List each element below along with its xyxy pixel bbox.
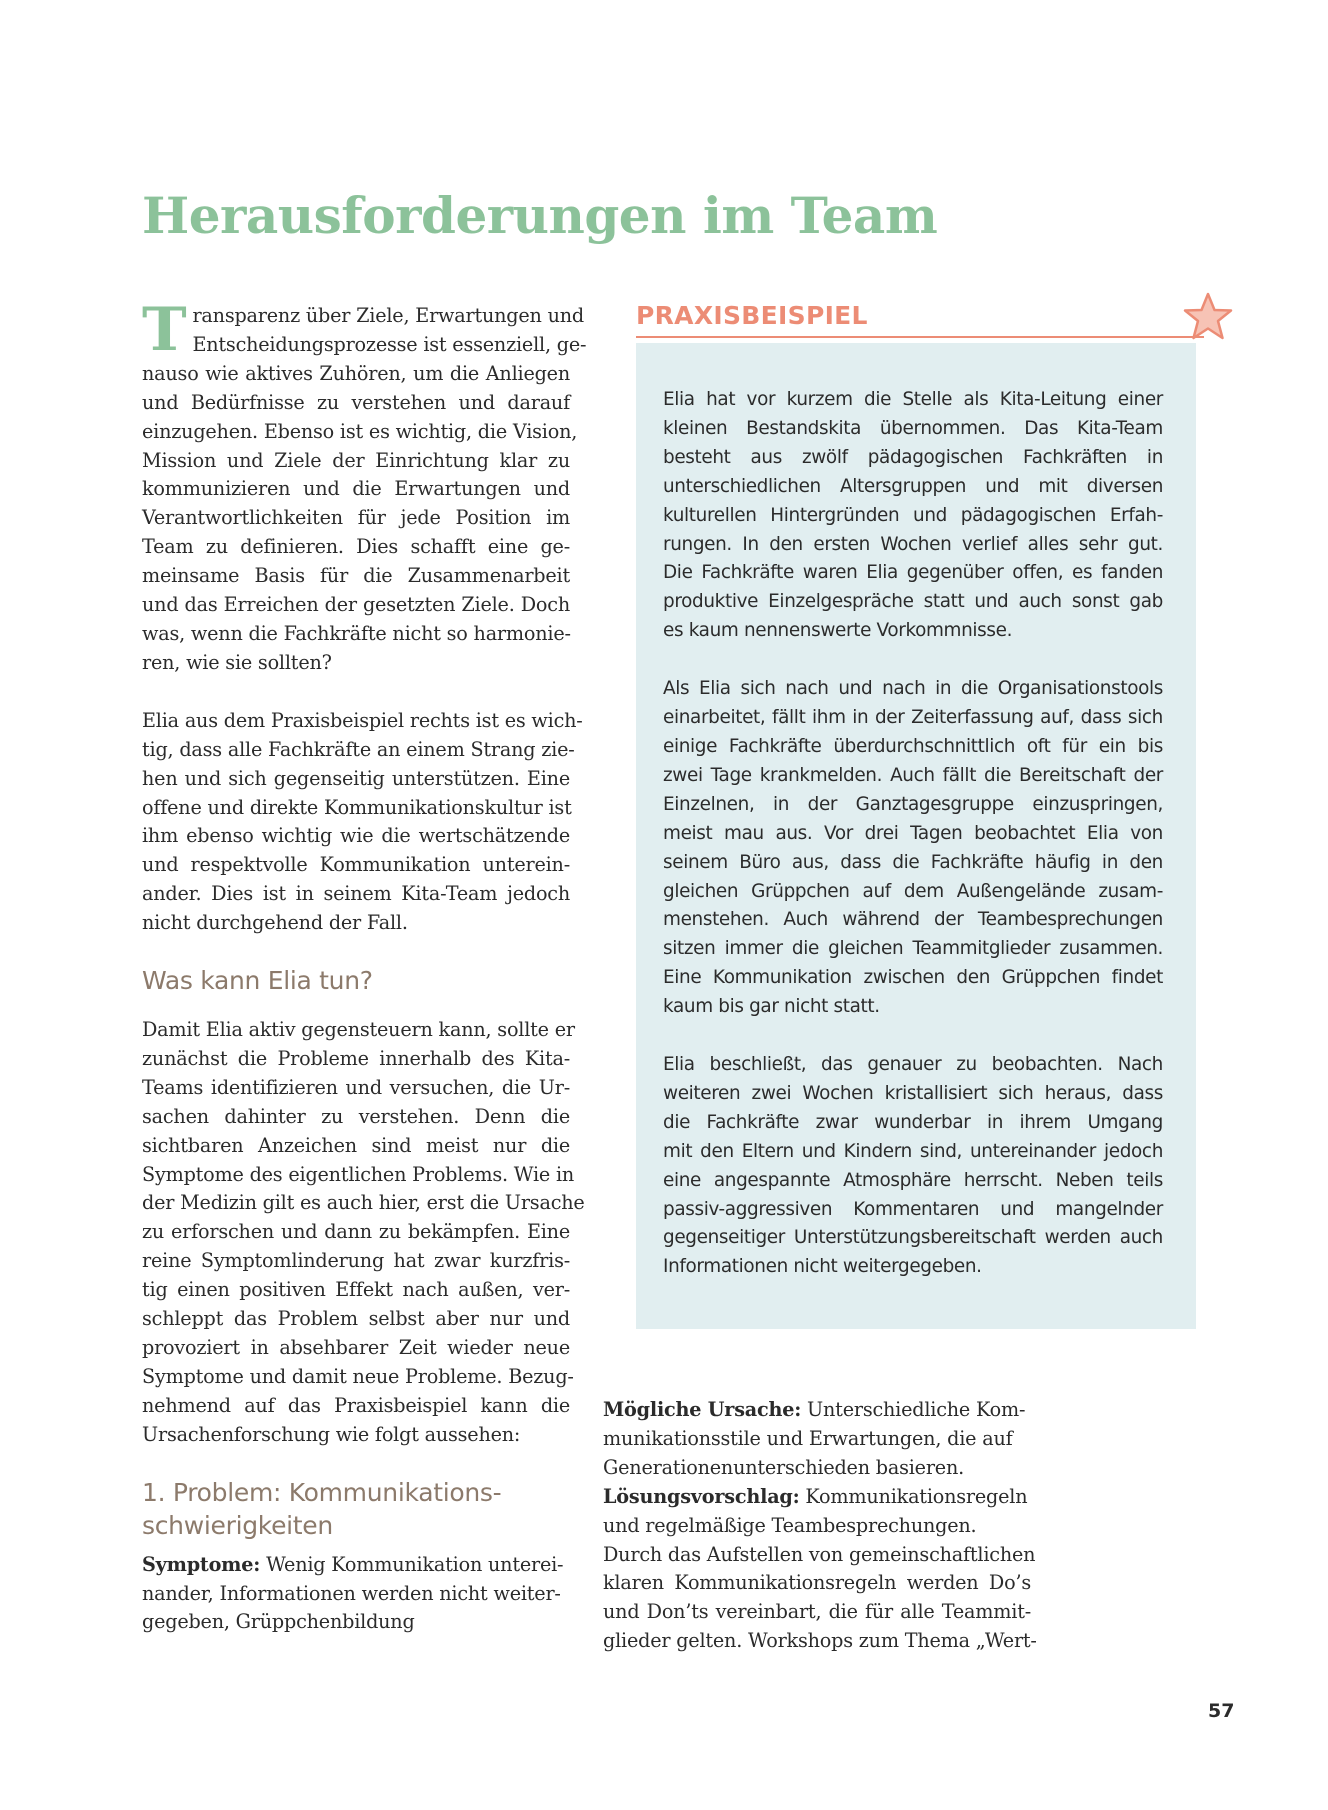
text-line: was, wenn die Fachkräfte nicht so harmonie- bbox=[142, 621, 571, 645]
text-line: und Bedürfnisse zu verstehen und darauf bbox=[142, 390, 570, 414]
ursache-line2: munikationsstile und Erwartungen, die auf bbox=[603, 1426, 1013, 1450]
elia-paragraph bbox=[142, 707, 583, 938]
text-line: klaren Kommunikationsregeln werden Do’s bbox=[603, 1571, 1031, 1595]
drop-cap: T bbox=[142, 295, 187, 365]
praxis-paragraph-2 bbox=[663, 675, 1163, 1022]
text-line: Symptome des eigentlichen Problems. Wie in bbox=[142, 1162, 575, 1186]
text-line: ren, wie sie sollten? bbox=[142, 650, 332, 674]
text-line: einarbeitet, fällt ihm in der Zeiterfassung auf, dass sich bbox=[663, 707, 1163, 729]
text-line: mit den Eltern und Kindern sind, untereinander jedoch bbox=[663, 1140, 1163, 1162]
page-number: 57 bbox=[1208, 1700, 1235, 1722]
text-line: zunächst die Probleme innerhalb des Kita- bbox=[142, 1046, 570, 1070]
text-line: meist mau aus. Vor drei Tagen beobachtet Elia von bbox=[663, 822, 1163, 844]
text-line: weiteren zwei Wochen kristallisiert sich heraus, dass bbox=[663, 1082, 1163, 1104]
praxis-paragraph-3 bbox=[663, 1051, 1163, 1282]
text-line: und respektvolle Kommunikation unterein- bbox=[142, 853, 570, 877]
text-line: reine Symptomlinderung hat zwar kurzfris- bbox=[142, 1249, 570, 1273]
text-line: zwei Tage krankmelden. Auch fällt die Bereitschaft der bbox=[663, 764, 1163, 786]
text-line: nicht durchgehend der Fall. bbox=[142, 911, 408, 935]
text-line: ihm ebenso wichtig wie die wertschätzende bbox=[142, 824, 570, 848]
text-line: Einzelnen, in der Ganztagesgruppe einzuspringen, bbox=[663, 793, 1163, 815]
text-line: besteht aus zwölf pädagogischen Fachkräften in bbox=[663, 446, 1163, 468]
text-line: Durch das Aufstellen von gemeinschaftlichen bbox=[603, 1542, 1036, 1566]
heading-problem-kommunikation bbox=[142, 1476, 570, 1542]
page-title: Herausforderungen im Team bbox=[142, 186, 938, 245]
loesung-line1: Kommunikationsregeln bbox=[799, 1484, 1028, 1508]
symptome-label: Symptome: bbox=[142, 1552, 261, 1576]
symptome-line3: gegeben, Grüppchenbildung bbox=[142, 1610, 415, 1634]
text-line: Eine Kommunikation zwischen den Grüppchen findet bbox=[663, 967, 1163, 989]
text-line: passiv-aggressiven Kommentaren und mangelnder bbox=[663, 1198, 1163, 1220]
text-line: hen und sich gegenseitig unterstützen. Eine bbox=[142, 766, 570, 790]
loesung-label: Lösungsvorschlag: bbox=[603, 1484, 800, 1508]
star-icon bbox=[1180, 290, 1236, 344]
text-line: gegenseitiger Unterstützungsbereitschaft werden auch bbox=[663, 1227, 1163, 1249]
text-line: Ursachenforschung wie folgt aussehen: bbox=[142, 1422, 521, 1446]
symptome-paragraph bbox=[142, 1551, 570, 1638]
text-line: tig, dass alle Fachkräfte an einem Strang zie- bbox=[142, 737, 575, 761]
intro-lines bbox=[142, 295, 587, 678]
text-line: Verantwortlichkeiten für jede Position im bbox=[142, 506, 570, 530]
text-line: Symptome und damit neue Probleme. Bezug- bbox=[142, 1364, 574, 1388]
praxis-content bbox=[663, 386, 1163, 1282]
text-line: einige Fachkräfte überdurchschnittlich oft für ein bis bbox=[663, 735, 1163, 757]
text-line: Mission und Ziele der Einrichtung klar zu bbox=[142, 448, 570, 472]
text-line: ransparenz über Ziele, Erwartungen und bbox=[192, 304, 584, 327]
text-line: einzugehen. Ebenso ist es wichtig, die Vision, bbox=[142, 419, 578, 443]
text-line: kleinen Bestandskita übernommen. Das Kita-Team bbox=[663, 417, 1163, 439]
text-line: seinem Büro aus, dass die Fachkräfte häufig in den bbox=[663, 851, 1163, 873]
ursache-line1: Unterschiedliche Kom- bbox=[801, 1398, 1026, 1421]
text-line: Entscheidungsprozesse ist essenziell, ge- bbox=[192, 332, 587, 356]
text-line: gleichen Grüppchen auf dem Außengelände zusam- bbox=[663, 880, 1163, 902]
text-line: kommunizieren und die Erwartungen und bbox=[142, 477, 570, 501]
text-line: Damit Elia aktiv gegensteuern kann, sollte er bbox=[142, 1018, 575, 1042]
text-line: produktive Einzelgespräche statt und auch sonst gab bbox=[663, 591, 1163, 613]
praxis-paragraph-1 bbox=[663, 386, 1163, 646]
text-line: der Medizin gilt es auch hier, erst die Ursache bbox=[142, 1191, 585, 1215]
heading-problem-line2: schwierigkeiten bbox=[142, 1510, 333, 1540]
text-line: tig einen positiven Effekt nach außen, ver- bbox=[142, 1278, 570, 1302]
praxis-header bbox=[636, 298, 1196, 338]
text-line: glieder gelten. Workshops zum Thema „Wert- bbox=[603, 1629, 1037, 1653]
text-line: Elia beschließt, das genauer zu beobachten. Nach bbox=[663, 1054, 1163, 1076]
praxis-box bbox=[636, 343, 1196, 1329]
text-line: Als Elia sich nach und nach in die Organisationstools bbox=[663, 678, 1163, 700]
text-line: sitzen immer die gleichen Teammitglieder zusammen. bbox=[663, 938, 1163, 960]
heading-was-kann-elia-tun: Was kann Elia tun? bbox=[142, 966, 373, 996]
gegensteuern-paragraph bbox=[142, 1016, 585, 1450]
text-line: ander. Dies ist in seinem Kita-Team jedoch bbox=[142, 882, 570, 906]
text-line: nauso wie aktives Zuhören, um die Anliegen bbox=[142, 361, 570, 385]
text-line: offene und direkte Kommunikationskultur ist bbox=[142, 795, 572, 819]
text-line: rungen. In den ersten Wochen verlief alles sehr gut. bbox=[663, 533, 1163, 555]
text-line: kulturellen Hintergründen und pädagogischen Erfah- bbox=[663, 504, 1163, 526]
text-line: und das Erreichen der gesetzten Ziele. Doch bbox=[142, 593, 570, 617]
text-line: sachen dahinter zu verstehen. Denn die bbox=[142, 1104, 570, 1128]
heading-problem-line1: 1. Problem: Kommunikations- bbox=[142, 1477, 502, 1507]
text-line: Team zu definieren. Dies schafft eine ge- bbox=[142, 535, 570, 559]
text-line: kaum bis gar nicht statt. bbox=[663, 996, 880, 1018]
text-line: Informationen nicht weitergegeben. bbox=[663, 1256, 982, 1278]
text-line: provoziert in absehbarer Zeit wieder neue bbox=[142, 1336, 570, 1359]
intro-paragraph bbox=[142, 295, 587, 678]
text-line: nehmend auf das Praxisbeispiel kann die bbox=[142, 1393, 570, 1417]
text-line: eine angespannte Atmosphäre herrscht. Neben teils bbox=[663, 1169, 1163, 1191]
symptome-line1: Wenig Kommunikation unterei- bbox=[260, 1552, 564, 1576]
symptome-line2: nander, Informationen werden nicht weiter- bbox=[142, 1581, 561, 1605]
left-column bbox=[142, 295, 587, 1637]
text-line: zu erforschen und dann zu bekämpfen. Eine bbox=[142, 1220, 570, 1244]
text-line: Die Fachkräfte waren Elia gegenüber offen, es fanden bbox=[663, 562, 1163, 584]
text-line: unterschiedlichen Altersgruppen und mit diversen bbox=[663, 475, 1163, 497]
text-line: menstehen. Auch während der Teambesprechungen bbox=[663, 909, 1163, 931]
ursache-line3: Generationenunterschieden basieren. bbox=[603, 1455, 965, 1479]
text-line: Elia aus dem Praxisbeispiel rechts ist es wich- bbox=[142, 708, 583, 732]
text-line: Teams identifizieren und versuchen, die Ur- bbox=[142, 1075, 570, 1099]
text-line: es kaum nennenswerte Vorkommnisse. bbox=[663, 620, 1013, 642]
text-line: und Don’ts vereinbart, die für alle Teammit- bbox=[603, 1600, 1031, 1624]
loesung-line2: und regelmäßige Teambesprechungen. bbox=[603, 1513, 977, 1537]
text-line: schleppt das Problem selbst aber nur und bbox=[142, 1307, 570, 1331]
praxis-title: PRAXISBEISPIEL bbox=[636, 301, 868, 330]
ursache-label: Mögliche Ursache: bbox=[603, 1398, 802, 1421]
text-line: die Fachkräfte zwar wunderbar in ihrem Umgang bbox=[663, 1111, 1163, 1133]
praxis-divider bbox=[636, 336, 1204, 338]
text-line: meinsame Basis für die Zusammenarbeit bbox=[142, 564, 570, 588]
middle-column bbox=[603, 1396, 1037, 1656]
regeln-paragraph bbox=[603, 1541, 1037, 1657]
text-line: Elia hat vor kurzem die Stelle als Kita-Leitung einer bbox=[663, 389, 1163, 410]
ursache-paragraph bbox=[603, 1396, 1031, 1541]
text-line: sichtbaren Anzeichen sind meist nur die bbox=[142, 1133, 570, 1157]
